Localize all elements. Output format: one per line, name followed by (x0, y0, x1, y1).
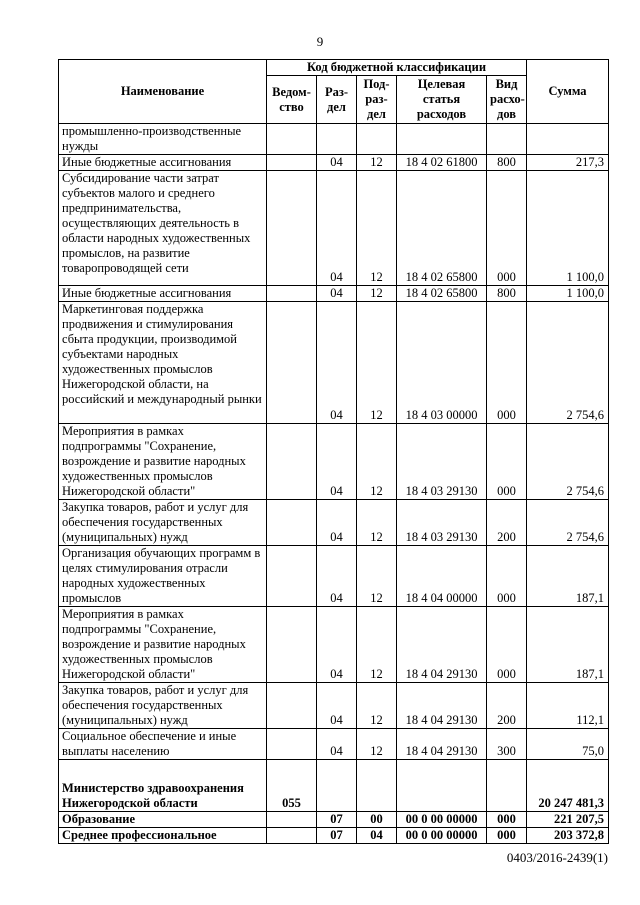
row-sum: 2 754,6 (527, 424, 609, 500)
row-sum: 187,1 (527, 546, 609, 607)
row-subsection (357, 760, 397, 812)
row-sum: 187,1 (527, 607, 609, 683)
row-section: 04 (317, 729, 357, 760)
header-expense-type: Вид расхо-дов (487, 76, 527, 124)
row-target-article: 18 4 02 65800 (397, 171, 487, 286)
row-subsection: 12 (357, 546, 397, 607)
table-row (59, 760, 609, 812)
row-expense-type: 000 (487, 424, 527, 500)
row-subsection: 12 (357, 171, 397, 286)
header-classification-code: Код бюджетной классификации (267, 60, 527, 76)
row-department (267, 729, 317, 760)
table-row (59, 828, 609, 844)
row-sum: 112,1 (527, 683, 609, 729)
row-target-article: 18 4 04 29130 (397, 683, 487, 729)
row-section: 04 (317, 424, 357, 500)
row-department (267, 683, 317, 729)
header-target-article: Целевая статья расходов (397, 76, 487, 124)
row-target-article: 00 0 00 00000 (397, 828, 487, 844)
row-subsection: 12 (357, 424, 397, 500)
row-expense-type: 200 (487, 500, 527, 546)
row-target-article: 18 4 03 29130 (397, 424, 487, 500)
table-row (59, 124, 609, 155)
table-row (59, 302, 609, 424)
header-subsection: Под-раз-дел (357, 76, 397, 124)
row-expense-type: 000 (487, 171, 527, 286)
row-target-article: 00 0 00 00000 (397, 812, 487, 828)
row-name: Маркетинговая поддержка продвижения и стимулирования сбыта продукции, производимой субъектами народных художественных промыслов Нижегородской области, на российский и международный рынки (59, 302, 267, 424)
table-row (59, 155, 609, 171)
table-row (59, 729, 609, 760)
row-sum: 2 754,6 (527, 302, 609, 424)
row-name: промышленно-производственные нужды (59, 124, 267, 155)
row-department (267, 302, 317, 424)
table-row (59, 171, 609, 286)
row-sum: 1 100,0 (527, 171, 609, 286)
row-section: 07 (317, 828, 357, 844)
header-sum: Сумма (527, 60, 609, 124)
row-target-article: 18 4 02 61800 (397, 155, 487, 171)
header-section: Раз-дел (317, 76, 357, 124)
row-target-article: 18 4 04 29130 (397, 607, 487, 683)
row-expense-type: 000 (487, 828, 527, 844)
row-name: Закупка товаров, работ и услуг для обеспечения государственных (муниципальных) нужд (59, 683, 267, 729)
row-section: 04 (317, 171, 357, 286)
row-name: Мероприятия в рамках подпрограммы "Сохранение, возрождение и развитие народных художественных промыслов Нижегородской области" (59, 424, 267, 500)
row-department (267, 828, 317, 844)
row-name: Иные бюджетные ассигнования (59, 155, 267, 171)
row-subsection: 12 (357, 607, 397, 683)
row-expense-type: 000 (487, 302, 527, 424)
document-number: 0403/2016-2439(1) (506, 850, 608, 865)
page-number: 9 (316, 34, 324, 49)
row-department (267, 546, 317, 607)
row-target-article: 18 4 04 29130 (397, 729, 487, 760)
row-department (267, 171, 317, 286)
row-section (317, 760, 357, 812)
row-department (267, 424, 317, 500)
row-department (267, 607, 317, 683)
row-section: 04 (317, 500, 357, 546)
row-name: Субсидирование части затрат субъектов малого и среднего предпринимательства, осуществляющих деятельность в области народных художественных промыслов, на развитие товаропроводящей сети (59, 171, 267, 286)
row-sum: 2 754,6 (527, 500, 609, 546)
row-section: 04 (317, 607, 357, 683)
row-subsection: 12 (357, 683, 397, 729)
row-sum: 75,0 (527, 729, 609, 760)
row-expense-type: 000 (487, 812, 527, 828)
row-department (267, 812, 317, 828)
row-section: 07 (317, 812, 357, 828)
row-subsection: 12 (357, 155, 397, 171)
header-name: Наименование (59, 60, 267, 124)
row-section: 04 (317, 155, 357, 171)
row-target-article: 18 4 04 00000 (397, 546, 487, 607)
row-department (267, 286, 317, 302)
row-sum: 1 100,0 (527, 286, 609, 302)
row-expense-type: 000 (487, 607, 527, 683)
row-subsection: 12 (357, 302, 397, 424)
table-row (59, 500, 609, 546)
row-expense-type (487, 124, 527, 155)
row-target-article: 18 4 03 00000 (397, 302, 487, 424)
row-target-article (397, 124, 487, 155)
table-row (59, 286, 609, 302)
row-subsection: 12 (357, 286, 397, 302)
row-expense-type: 300 (487, 729, 527, 760)
row-expense-type: 800 (487, 286, 527, 302)
table-row (59, 607, 609, 683)
row-sum (527, 124, 609, 155)
row-subsection: 12 (357, 500, 397, 546)
row-subsection: 04 (357, 828, 397, 844)
row-target-article (397, 760, 487, 812)
row-subsection: 12 (357, 729, 397, 760)
row-sum: 203 372,8 (527, 828, 609, 844)
row-expense-type: 800 (487, 155, 527, 171)
row-expense-type: 000 (487, 546, 527, 607)
header-department: Ведом-ство (267, 76, 317, 124)
row-target-article: 18 4 02 65800 (397, 286, 487, 302)
row-name: Среднее профессиональное (59, 828, 267, 844)
row-department (267, 155, 317, 171)
row-section: 04 (317, 286, 357, 302)
row-department (267, 124, 317, 155)
table-row (59, 546, 609, 607)
row-name: Организация обучающих программ в целях стимулирования отрасли народных художественных промыслов (59, 546, 267, 607)
row-name: Социальное обеспечение и иные выплаты населению (59, 729, 267, 760)
table-row (59, 683, 609, 729)
table-body (59, 124, 609, 844)
row-section: 04 (317, 546, 357, 607)
budget-table (58, 59, 609, 844)
row-department (267, 500, 317, 546)
row-name: Образование (59, 812, 267, 828)
row-expense-type: 200 (487, 683, 527, 729)
row-name: Министерство здравоохранения Нижегородской области (59, 760, 267, 812)
row-sum: 217,3 (527, 155, 609, 171)
row-name: Закупка товаров, работ и услуг для обеспечения государственных (муниципальных) нужд (59, 500, 267, 546)
row-section: 04 (317, 302, 357, 424)
row-section: 04 (317, 683, 357, 729)
row-section (317, 124, 357, 155)
row-name: Мероприятия в рамках подпрограммы "Сохранение, возрождение и развитие народных художественных промыслов Нижегородской области" (59, 607, 267, 683)
row-sum: 20 247 481,3 (527, 760, 609, 812)
table-row (59, 424, 609, 500)
row-department: 055 (267, 760, 317, 812)
row-name: Иные бюджетные ассигнования (59, 286, 267, 302)
row-subsection: 00 (357, 812, 397, 828)
row-sum: 221 207,5 (527, 812, 609, 828)
row-expense-type (487, 760, 527, 812)
row-subsection (357, 124, 397, 155)
row-target-article: 18 4 03 29130 (397, 500, 487, 546)
table-row (59, 812, 609, 828)
